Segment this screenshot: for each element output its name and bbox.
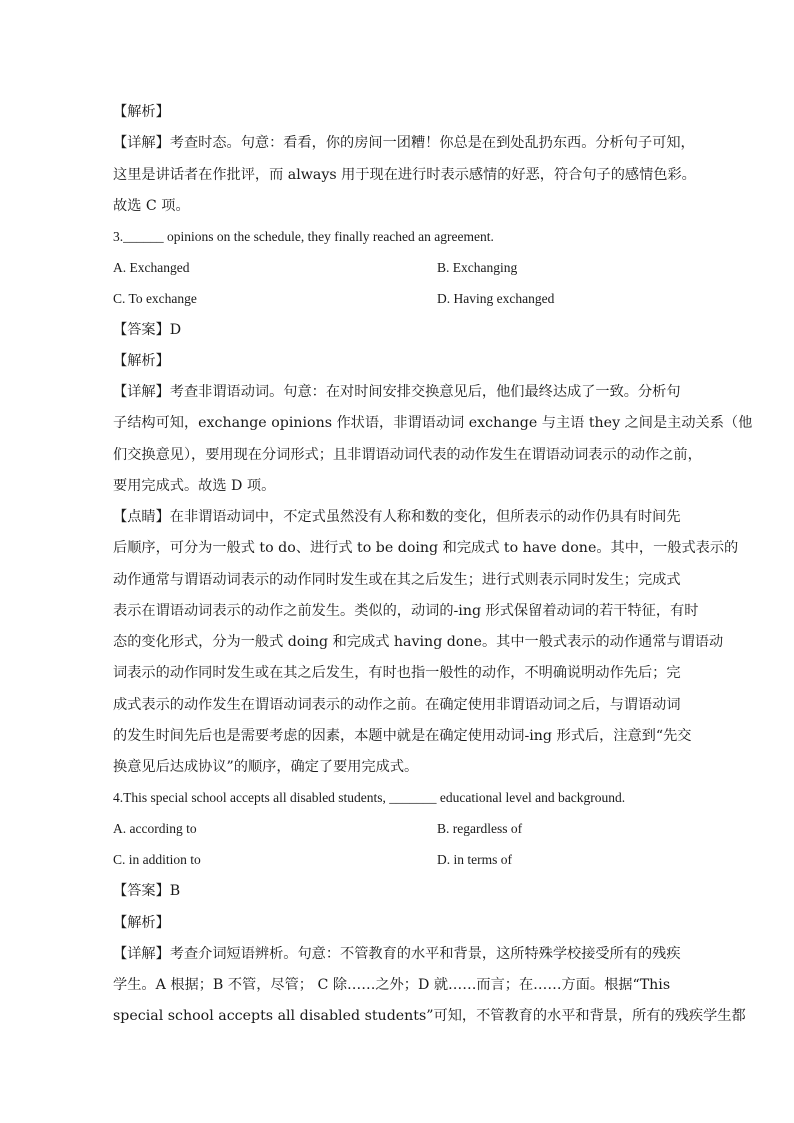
- question-3-analysis-heading: 【解析】: [113, 353, 170, 369]
- question-4-answer: 【答案】B: [113, 883, 181, 899]
- question-3-option-d: D. Having exchanged: [437, 291, 555, 306]
- detail-text-line: 这里是讲话者在作批评，而 always 用于现在进行时表示感情的好恶，符合句子的感情色彩。: [113, 167, 696, 183]
- question-3-tip-line: 换意见后达成协议”的顺序，确定了要用完成式。: [113, 759, 419, 775]
- question-4-option-c: C. in addition to: [113, 852, 201, 867]
- detail-text-line: 故选 C 项。: [113, 198, 190, 214]
- question-4-option-b: B. regardless of: [437, 821, 523, 836]
- question-4-detail-line: 【详解】考查介词短语辨析。句意：不管教育的水平和背景，这所特殊学校接受所有的残疾: [113, 946, 681, 962]
- question-3-detail-line: 要用完成式。故选 D 项。: [113, 478, 276, 494]
- question-3-option-b: B. Exchanging: [437, 260, 518, 275]
- detail-text-line: 【详解】考查时态。句意：看看，你的房间一团糟！你总是在到处乱扔东西。分析句子可知，: [113, 135, 695, 151]
- question-4-detail-line: special school accepts all disabled students”可知，不管教育的水平和背景，所有的残疾学生都: [113, 1008, 746, 1024]
- question-3-stem: 3.______ opinions on the schedule, they finally reached an agreement.: [113, 229, 494, 244]
- question-3-tip-line: 动作通常与谓语动词表示的动作同时发生或在其之后发生；进行式则表示同时发生；完成式: [113, 572, 681, 588]
- question-3-detail-line: 子结构可知，exchange opinions 作状语，非谓语动词 exchange 与主语 they 之间是主动关系（他: [113, 415, 753, 431]
- question-3-tip-line: 成式表示的动作发生在谓语动词表示的动作之前。在确定使用非谓语动词之后，与谓语动词: [113, 697, 681, 713]
- question-3-tip-line: 的发生时间先后也是需要考虑的因素，本题中就是在确定使用动词-ing 形式后，注意到“先交: [113, 728, 692, 744]
- analysis-heading: 【解析】: [113, 104, 170, 120]
- question-3-tip-line: 后顺序，可分为一般式 to do、进行式 to be doing 和完成式 to have done。其中，一般式表示的: [113, 540, 739, 556]
- question-4-stem: 4.This special school accepts all disabled students, _______ educational level and background.: [113, 790, 626, 805]
- question-3-detail-line: 们交换意见），要用现在分词形式；且非谓语动词代表的动作发生在谓语动词表示的动作之前，: [113, 447, 702, 463]
- question-4-detail-line: 学生。A 根据；B 不管，尽管； C 除……之外；D 就……而言；在……方面。根据“This: [113, 977, 671, 993]
- question-3-tip-line: 表示在谓语动词表示的动作之前发生。类似的，动词的-ing 形式保留着动词的若干特征，有时: [113, 603, 699, 619]
- question-4-option-a: A. according to: [113, 821, 197, 836]
- question-3-detail-line: 【详解】考查非谓语动词。句意：在对时间安排交换意见后，他们最终达成了一致。分析句: [113, 384, 681, 400]
- question-3-option-a: A. Exchanged: [113, 260, 190, 275]
- question-3-tip-line: 态的变化形式，分为一般式 doing 和完成式 having done。其中一般式表示的动作通常与谓语动: [113, 634, 724, 650]
- question-4-analysis-heading: 【解析】: [113, 915, 170, 931]
- question-3-option-c: C. To exchange: [113, 291, 197, 306]
- question-3-tip-line: 【点睛】在非谓语动词中，不定式虽然没有人称和数的变化，但所表示的动作仍具有时间先: [113, 509, 681, 525]
- question-3-tip-line: 词表示的动作同时发生或在其之后发生，有时也指一般性的动作，不明确说明动作先后；完: [113, 665, 681, 681]
- question-4-option-d: D. in terms of: [437, 852, 512, 867]
- question-3-answer: 【答案】D: [113, 322, 182, 338]
